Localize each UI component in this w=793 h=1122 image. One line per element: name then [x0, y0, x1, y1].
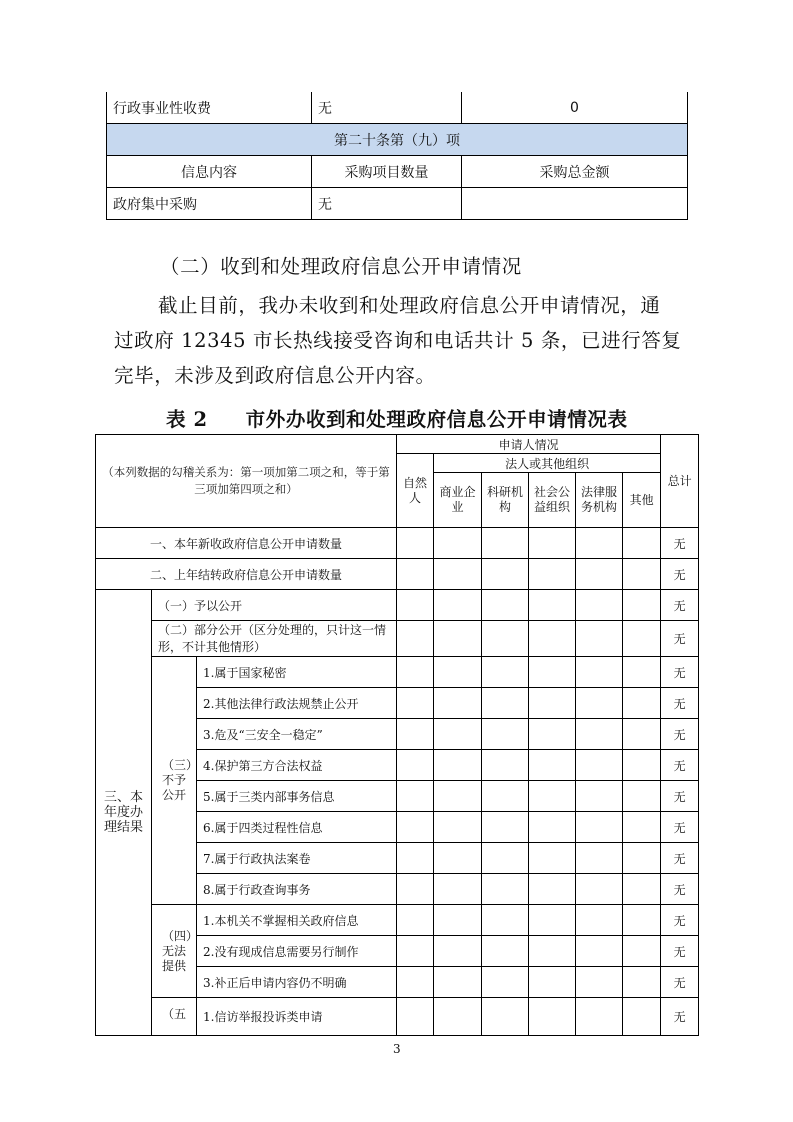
applicant-header: 申请人情况 [397, 435, 661, 454]
section-header: 第二十条第（九）项 [107, 124, 688, 156]
col-other: 其他 [623, 473, 661, 528]
col-business: 商业企业 [434, 473, 482, 528]
row-carried-over: 二、上年结转政府信息公开申请数量 [96, 559, 397, 590]
value-cell: 无 [661, 688, 699, 719]
value-cell: 无 [661, 750, 699, 781]
value-cell: 无 [661, 812, 699, 843]
fee-amount: 0 [462, 92, 688, 124]
table-header-row [96, 435, 699, 454]
page-number: 3 [393, 1042, 401, 1056]
natural-person-header: 自然人 [397, 454, 434, 528]
value-cell: 无 [661, 905, 699, 936]
col-header-content: 信息内容 [107, 156, 312, 188]
legal-header: 法人或其他组织 [434, 454, 661, 473]
table-row [96, 657, 699, 688]
purchase-count: 无 [312, 188, 462, 220]
row-new-applications: 一、本年新收政府信息公开申请数量 [96, 528, 397, 559]
table-row [96, 998, 699, 1036]
not-open-item: 8.属于行政查询事务 [197, 874, 397, 905]
value-cell: 无 [661, 781, 699, 812]
not-open-item: 4.保护第三方合法权益 [197, 750, 397, 781]
col-header-count: 采购项目数量 [312, 156, 462, 188]
not-open-item: 5.属于三类内部事务信息 [197, 781, 397, 812]
table-row [96, 528, 699, 559]
table-row [96, 559, 699, 590]
col-public-welfare: 社会公益组织 [529, 473, 576, 528]
group-cannot-provide: （四）无法提供 [152, 905, 197, 998]
application-table [95, 434, 699, 1036]
table-row [96, 621, 699, 657]
cannot-provide-item: 3.补正后申请内容仍不明确 [197, 967, 397, 998]
value-cell: 无 [661, 719, 699, 750]
col-header-amount: 采购总金额 [462, 156, 688, 188]
fee-count: 无 [312, 92, 462, 124]
paragraph-line: 完毕，未涉及到政府信息公开内容。 [114, 364, 436, 387]
fee-label: 行政事业性收费 [107, 92, 312, 124]
table-number: 表 2 [166, 408, 208, 431]
paragraph-line: 截止目前，我办未收到和处理政府信息公开申请情况，通 [158, 294, 661, 317]
group-results: 三、本年度办理结果 [96, 590, 152, 1036]
value-cell: 无 [661, 590, 699, 621]
table-row [107, 188, 688, 220]
value-cell: 无 [661, 998, 699, 1036]
table-row [96, 905, 699, 936]
petition-item: 1.信访举报投诉类申请 [197, 998, 397, 1036]
value-cell: 无 [661, 559, 699, 590]
value-cell: 无 [661, 621, 699, 657]
relation-note: （本列数据的勾稽关系为：第一项加第二项之和，等于第三项加第四项之和） [96, 435, 397, 528]
value-cell: 无 [661, 528, 699, 559]
purchase-amount [462, 188, 688, 220]
table-row [107, 124, 688, 156]
cannot-provide-item: 2.没有现成信息需要另行制作 [197, 936, 397, 967]
row-open: （一）予以公开 [152, 590, 397, 621]
purchase-label: 政府集中采购 [107, 188, 312, 220]
not-open-item: 3.危及“三安全一稳定” [197, 719, 397, 750]
paragraph-line: 过政府 12345 市长热线接受咨询和电话共计 5 条，已进行答复 [114, 329, 682, 352]
value-cell: 无 [661, 874, 699, 905]
table-header-row [107, 156, 688, 188]
value-cell: 无 [661, 843, 699, 874]
section-title: （二）收到和处理政府信息公开申请情况 [160, 255, 522, 278]
col-research: 科研机构 [482, 473, 529, 528]
group-not-open: （三）不予公开 [152, 657, 197, 905]
value-cell: 无 [661, 936, 699, 967]
not-open-item: 6.属于四类过程性信息 [197, 812, 397, 843]
table-row [107, 92, 688, 124]
table-caption [166, 404, 628, 432]
value-cell: 无 [661, 657, 699, 688]
procurement-table [106, 92, 688, 220]
not-open-item: 1.属于国家秘密 [197, 657, 397, 688]
not-open-item: 2.其他法律行政法规禁止公开 [197, 688, 397, 719]
not-open-item: 7.属于行政执法案卷 [197, 843, 397, 874]
group-five: （五 [152, 998, 197, 1036]
value-cell: 无 [661, 967, 699, 998]
total-header: 总计 [661, 435, 699, 528]
table-row [96, 590, 699, 621]
cannot-provide-item: 1.本机关不掌握相关政府信息 [197, 905, 397, 936]
col-legal-service: 法律服务机构 [576, 473, 623, 528]
table-title: 市外办收到和处理政府信息公开申请情况表 [245, 408, 628, 431]
row-partial: （二）部分公开（区分处理的，只计这一情形，不计其他情形） [152, 621, 397, 657]
